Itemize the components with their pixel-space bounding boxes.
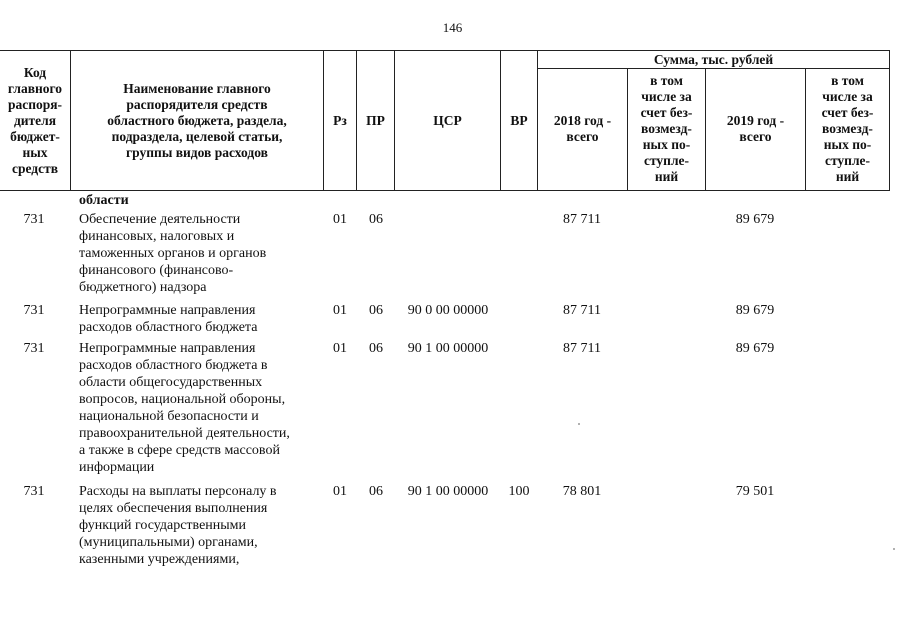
row-name: Обеспечение деятельности финансовых, налоговых и таможенных органов и органов финансового (финансово- бюджетного) надзора bbox=[79, 212, 267, 295]
row-code: 731 bbox=[23, 484, 45, 499]
header-bottom-rule bbox=[0, 190, 890, 191]
row-pr: 06 bbox=[369, 303, 383, 318]
header-name: Наименование главного распорядителя средств областного бюджета, раздела, подраздела, целевой статьи, группы видов расходов bbox=[107, 80, 287, 160]
row-csr: 90 1 00 00000 bbox=[407, 341, 489, 356]
row-csr: 90 0 00 00000 bbox=[407, 303, 489, 318]
scan-speck bbox=[893, 548, 895, 550]
row-sum-2018: 87 711 bbox=[563, 341, 601, 356]
header-2018-total: 2018 год - всего bbox=[553, 113, 612, 144]
row-sum-2018: 87 711 bbox=[563, 303, 601, 318]
header-2019-gratuitous: в том числе за счет без- возмезд- ных по- ступле- ний bbox=[821, 73, 874, 184]
row-rz: 01 bbox=[333, 484, 347, 499]
row-csr: 90 1 00 00000 bbox=[407, 484, 489, 499]
col-divider bbox=[889, 50, 890, 190]
row-rz: 01 bbox=[333, 212, 347, 227]
header-vr: ВР bbox=[510, 112, 528, 128]
header-2019-total: 2019 год - всего bbox=[726, 113, 785, 144]
row-rz: 01 bbox=[333, 341, 347, 356]
row-sum-2019: 89 679 bbox=[735, 341, 775, 356]
header-pr: ПР bbox=[366, 112, 385, 128]
page-number: 146 bbox=[442, 20, 463, 35]
carryover-text: области bbox=[79, 193, 129, 208]
row-sum-2019: 89 679 bbox=[735, 212, 775, 227]
header-2018-gratuitous: в том числе за счет без- возмезд- ных по- ступле- ний bbox=[640, 73, 693, 184]
header-sum: Сумма, тыс. рублей bbox=[653, 51, 774, 67]
header-csr: ЦСР bbox=[433, 112, 462, 128]
row-sum-2018: 78 801 bbox=[562, 484, 602, 499]
header-code: Код главного распоря- дителя бюджет- ных средств bbox=[7, 64, 63, 176]
scan-speck bbox=[578, 423, 580, 425]
row-code: 731 bbox=[23, 303, 45, 318]
row-sum-2018: 87 711 bbox=[563, 212, 601, 227]
row-pr: 06 bbox=[369, 212, 383, 227]
row-name: Расходы на выплаты персоналу в целях обеспечения выполнения функций государственными (муниципальными) органами, казенными учреждениями, bbox=[79, 484, 277, 567]
row-sum-2019: 89 679 bbox=[735, 303, 775, 318]
row-vr: 100 bbox=[508, 484, 530, 499]
row-code: 731 bbox=[23, 341, 45, 356]
row-pr: 06 bbox=[369, 341, 383, 356]
row-rz: 01 bbox=[333, 303, 347, 318]
header-rz: Рз bbox=[333, 112, 347, 128]
row-sum-2019: 79 501 bbox=[735, 484, 775, 499]
row-pr: 06 bbox=[369, 484, 383, 499]
row-name: Непрограммные направления расходов областного бюджета в области общегосударственных вопросов, национальной обороны, национальной безопасности и правоохранительной деятельности, а также в сфере средств массовой информации bbox=[79, 341, 290, 475]
row-name: Непрограммные направления расходов областного бюджета bbox=[79, 303, 258, 335]
row-code: 731 bbox=[23, 212, 45, 227]
